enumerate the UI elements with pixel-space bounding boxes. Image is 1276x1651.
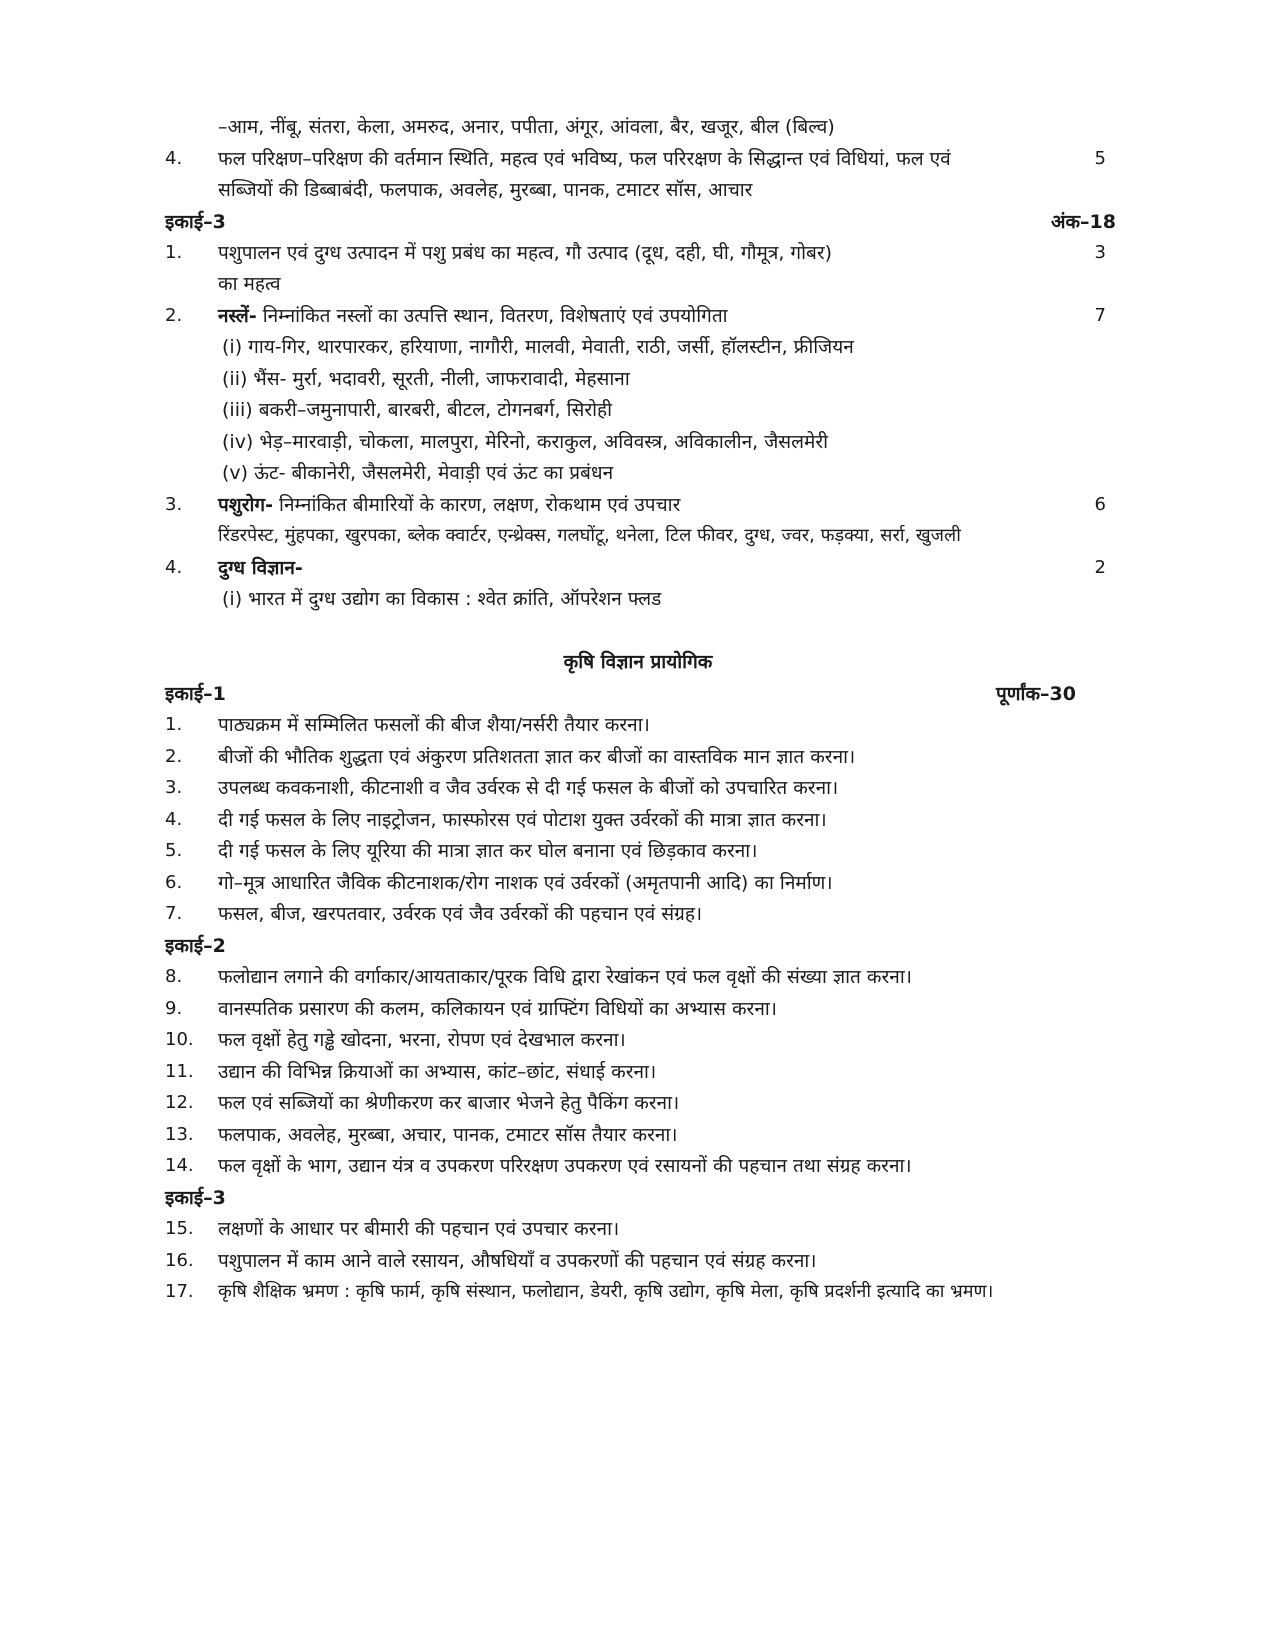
item-marks: 6 <box>1094 494 1106 515</box>
item-heading: दुग्ध विज्ञान- <box>218 557 303 579</box>
item-number: 9. <box>165 998 183 1019</box>
item-number: 1. <box>165 714 183 735</box>
breed-buffalo: (ii) भैंस- मुर्रा, भदावरी, सूरती, नीली, जाफरावादी, मेहसाना <box>222 368 630 390</box>
item-marks: 7 <box>1094 305 1106 326</box>
item-number: 5. <box>165 840 183 861</box>
unit-heading: इकाई–3 <box>165 1187 226 1209</box>
item-number: 8. <box>165 966 183 987</box>
item-number: 14. <box>165 1155 194 1176</box>
item-number: 3. <box>165 777 183 798</box>
item-number: 11. <box>165 1061 194 1082</box>
item-text: फल परिक्षण–परिक्षण की वर्तमान स्थिति, महत्व एवं भविष्य, फल परिरक्षण के सिद्धान्त एवं विधियां, फल एवं <box>218 148 951 170</box>
unit-heading: इकाई–3 <box>165 211 226 233</box>
item-text <box>218 303 728 329</box>
practical-item: दी गई फसल के लिए यूरिया की मात्रा ज्ञात कर घोल बनाना एवं छिड़काव करना। <box>218 840 758 862</box>
item-text <box>218 492 680 518</box>
item-number: 4. <box>165 148 183 169</box>
unit-marks: अंक–18 <box>1050 211 1116 233</box>
item-text-continued: का महत्व <box>218 273 281 295</box>
item-heading: पशुरोग- <box>218 494 273 516</box>
practical-item: गो–मूत्र आधारित जैविक कीटनाशक/रोग नाशक एवं उर्वरकों (अमृतपानी आदि) का निर्माण। <box>218 872 833 894</box>
item-number: 2. <box>165 746 183 767</box>
practical-item: लक्षणों के आधार पर बीमारी की पहचान एवं उपचार करना। <box>218 1218 620 1240</box>
practical-item: फलपाक, अवलेह, मुरब्बा, अचार, पानक, टमाटर सॉस तैयार करना। <box>218 1124 678 1146</box>
item-text: पशुपालन एवं दुग्ध उत्पादन में पशु प्रबंध का महत्व, गौ उत्पाद (दूध, दही, घी, गौमूत्र, गोबर) <box>218 242 833 264</box>
practical-item: पाठ्यक्रम में सम्मिलित फसलों की बीज शैया/नर्सरी तैयार करना। <box>218 714 650 736</box>
breed-sheep: (iv) भेड़–मारवाड़ी, चोकला, मालपुरा, मेरिनो, कराकुल, अविवस्त्र, अविकालीन, जैसलमेरी <box>222 431 829 453</box>
unit-heading: इकाई–2 <box>165 935 226 957</box>
breed-cow: (i) गाय-गिर, थारपारकर, हरियाणा, नागौरी, मालवी, मेवाती, राठी, जर्सी, हॉलस्टीन, फ्रीजियन <box>222 336 854 358</box>
breed-goat: (iii) बकरी–जमुनापारी, बारबरी, बीटल, टोगनबर्ग, सिरोही <box>222 399 613 421</box>
item-number: 4. <box>165 557 183 578</box>
disease-list: रिंडरपेस्ट, मुंहपका, खुरपका, ब्लेक क्वार्टर, एन्थ्रेक्स, गलघोंटू, थनेला, टिल फीवर, दुग्ध, ज्वर, फड़क्या, सर्रा, खुजली <box>218 525 961 546</box>
practical-item: पशुपालन में काम आने वाले रसायन, औषधियाँ व उपकरणों की पहचान एवं संग्रह करना। <box>218 1250 817 1272</box>
item-number: 1. <box>165 242 183 263</box>
practical-item: कृषि शैक्षिक भ्रमण : कृषि फार्म, कृषि संस्थान, फलोद्यान, डेयरी, कृषि उद्योग, कृषि मेला, कृषि प्रदर्शनी इत्यादि का भ्रमण। <box>218 1281 994 1302</box>
item-marks: 5 <box>1094 148 1106 169</box>
fruits-list-line: –आम, नींबू, संतरा, केला, अमरुद, अनार, पपीता, अंगूर, आंवला, बैर, खजूर, बील (बिल्व) <box>218 116 835 138</box>
practical-item: दी गई फसल के लिए नाइट्रोजन, फास्फोरस एवं पोटाश युक्त उर्वरकों की मात्रा ज्ञात करना। <box>218 809 827 831</box>
item-number: 16. <box>165 1250 194 1271</box>
item-number: 3. <box>165 494 183 515</box>
practical-item: उपलब्ध कवकनाशी, कीटनाशी व जैव उर्वरक से दी गई फसल के बीजों को उपचारित करना। <box>218 777 839 799</box>
item-text-continued: सब्जियों की डिब्बाबंदी, फलपाक, अवलेह, मुरब्बा, पानक, टमाटर सॉस, आचार <box>218 179 753 201</box>
total-marks: पूर्णांक–30 <box>996 683 1076 705</box>
practical-item: फल वृक्षों हेतु गड्ढे खोदना, भरना, रोपण एवं देखभाल करना। <box>218 1029 626 1051</box>
item-number: 4. <box>165 809 183 830</box>
item-text-continued: (i) भारत में दुग्ध उद्योग का विकास : श्वेत क्रांति, ऑपरेशन फ्लड <box>222 588 662 610</box>
section-title: कृषि विज्ञान प्रायोगिक <box>563 651 713 673</box>
item-number: 10. <box>165 1029 194 1050</box>
unit-heading: इकाई–1 <box>165 683 226 705</box>
item-number: 2. <box>165 305 183 326</box>
item-description: निम्नांकित बीमारियों के कारण, लक्षण, रोकथाम एवं उपचार <box>273 494 681 516</box>
item-description: निम्नांकित नस्लों का उत्पत्ति स्थान, वितरण, विशेषताएं एवं उपयोगिता <box>256 305 728 327</box>
item-marks: 2 <box>1094 557 1106 578</box>
item-number: 15. <box>165 1218 194 1239</box>
item-number: 13. <box>165 1124 194 1145</box>
practical-item: बीजों की भौतिक शुद्धता एवं अंकुरण प्रतिशतता ज्ञात कर बीजों का वास्तविक मान ज्ञात करना। <box>218 746 856 768</box>
item-number: 6. <box>165 872 183 893</box>
practical-item: फसल, बीज, खरपतवार, उर्वरक एवं जैव उर्वरकों की पहचान एवं संग्रह। <box>218 903 703 925</box>
item-number: 12. <box>165 1092 194 1113</box>
practical-item: वानस्पतिक प्रसारण की कलम, कलिकायन एवं ग्राफ्टिंग विधियों का अभ्यास करना। <box>218 998 777 1020</box>
practical-item: फल वृक्षों के भाग, उद्यान यंत्र व उपकरण परिरक्षण उपकरण एवं रसायनों की पहचान तथा संग्रह करना। <box>218 1155 912 1177</box>
breed-camel: (v) ऊंट- बीकानेरी, जैसलमेरी, मेवाड़ी एवं ऊंट का प्रबंधन <box>222 462 614 484</box>
item-marks: 3 <box>1094 242 1106 263</box>
item-heading: नस्लें- <box>218 305 257 327</box>
practical-item: फलोद्यान लगाने की वर्गाकार/आयताकार/पूरक विधि द्वारा रेखांकन एवं फल वृक्षों की संख्या ज्ञात करना। <box>218 966 912 988</box>
practical-item: उद्यान की विभिन्न क्रियाओं का अभ्यास, कांट–छांट, संधाई करना। <box>218 1061 657 1083</box>
item-number: 17. <box>165 1281 194 1302</box>
item-number: 7. <box>165 903 183 924</box>
practical-item: फल एवं सब्जियों का श्रेणीकरण कर बाजार भेजने हेतु पैकिंग करना। <box>218 1092 680 1114</box>
